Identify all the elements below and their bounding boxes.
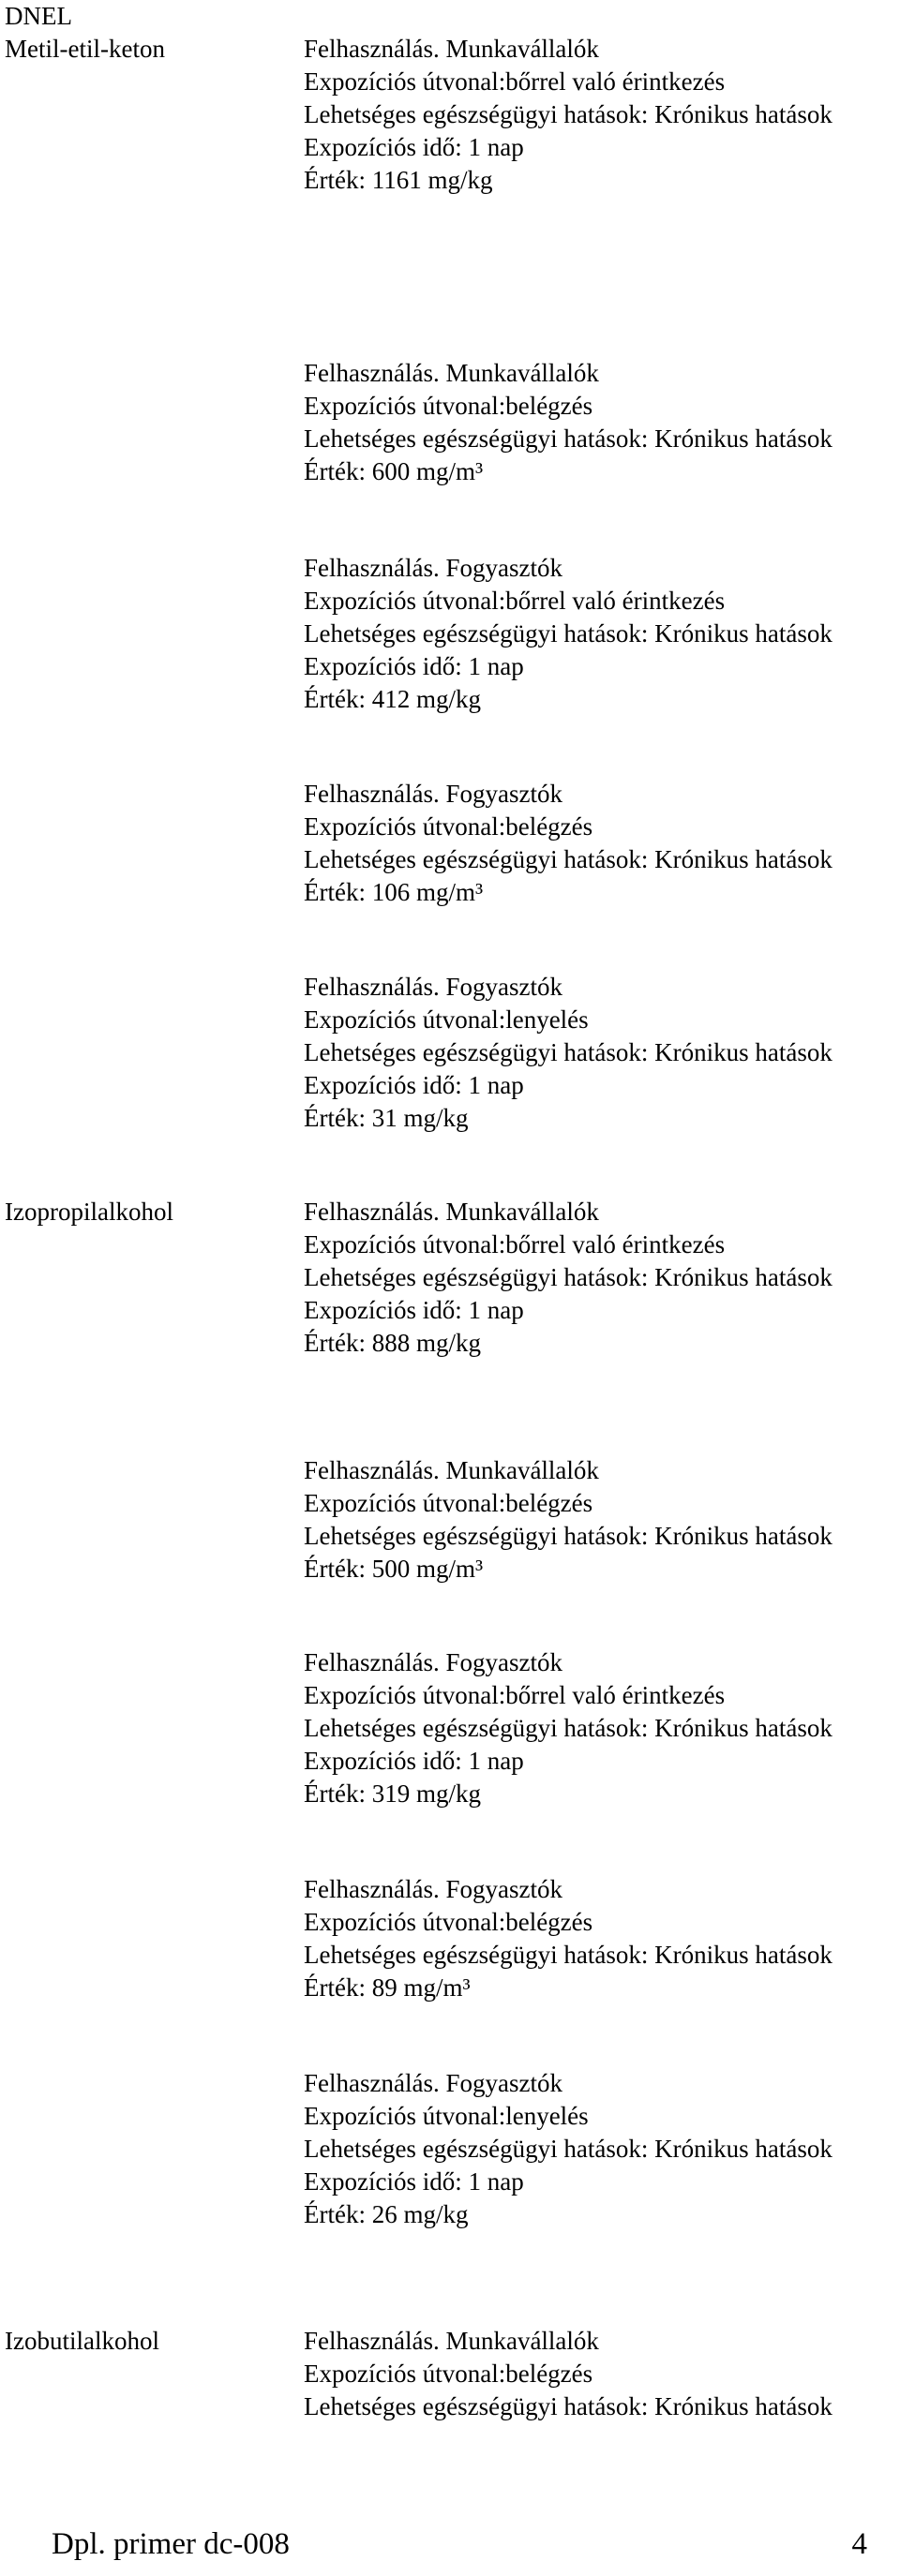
entry-route: Expozíciós útvonal:belégzés <box>304 2360 593 2388</box>
entry-effects: Lehetséges egészségügyi hatások: Krónikus hatások <box>304 1714 832 1742</box>
entry-effects: Lehetséges egészségügyi hatások: Krónikus hatások <box>304 2392 832 2420</box>
entry-use: Felhasználás. Fogyasztók <box>304 554 562 582</box>
entry-effects: Lehetséges egészségügyi hatások: Krónikus hatások <box>304 100 832 128</box>
entry-route: Expozíciós útvonal:bőrrel való érintkezés <box>304 1230 726 1258</box>
entry-value: Érték: 26 mg/kg <box>304 2200 469 2228</box>
entry-route: Expozíciós útvonal:belégzés <box>304 392 593 420</box>
dnel-entry <box>304 971 894 1135</box>
entry-time: Expozíciós idő: 1 nap <box>304 1071 524 1099</box>
entry-use: Felhasználás. Munkavállalók <box>304 35 599 63</box>
substance-label-ipa: Izopropilalkohol <box>5 1198 173 1226</box>
entry-value: Érték: 500 mg/m³ <box>304 1555 484 1583</box>
dnel-header <box>5 0 286 66</box>
entry-effects: Lehetséges egészségügyi hatások: Krónikus hatások <box>304 424 832 453</box>
dnel-entry <box>304 1646 894 1810</box>
entry-route: Expozíciós útvonal:belégzés <box>304 812 593 841</box>
entry-time: Expozíciós idő: 1 nap <box>304 1296 524 1324</box>
document-id: Dpl. primer dc-008 <box>52 2527 290 2561</box>
dnel-entry <box>304 357 894 488</box>
entry-value: Érték: 412 mg/kg <box>304 685 481 713</box>
entry-effects: Lehetséges egészségügyi hatások: Krónikus hatások <box>304 1941 832 1969</box>
substance-label-mek: Metil-etil-keton <box>5 35 165 63</box>
entry-time: Expozíciós idő: 1 nap <box>304 652 524 680</box>
entry-route: Expozíciós útvonal:belégzés <box>304 1908 593 1936</box>
entry-use: Felhasználás. Munkavállalók <box>304 2327 599 2355</box>
page-number: 4 <box>851 2527 867 2561</box>
dnel-entry <box>304 33 894 197</box>
entry-use: Felhasználás. Fogyasztók <box>304 1875 562 1903</box>
entry-value: Érték: 89 mg/m³ <box>304 1973 471 2002</box>
entry-route: Expozíciós útvonal:belégzés <box>304 1489 593 1517</box>
dnel-label: DNEL <box>5 2 72 30</box>
entry-value: Érték: 1161 mg/kg <box>304 166 493 194</box>
entry-effects: Lehetséges egészségügyi hatások: Krónikus hatások <box>304 1038 832 1066</box>
dnel-entry <box>304 778 894 909</box>
entry-time: Expozíciós idő: 1 nap <box>304 133 524 161</box>
page-footer <box>52 2525 867 2563</box>
entry-route: Expozíciós útvonal:bőrrel való érintkezés <box>304 1681 726 1709</box>
entry-route: Expozíciós útvonal:lenyelés <box>304 1005 589 1034</box>
dnel-entry <box>304 1873 894 2004</box>
entry-value: Érték: 319 mg/kg <box>304 1779 481 1808</box>
entry-route: Expozíciós útvonal:bőrrel való érintkezés <box>304 67 726 96</box>
entry-effects: Lehetséges egészségügyi hatások: Krónikus hatások <box>304 1522 832 1550</box>
entry-effects: Lehetséges egészségügyi hatások: Krónikus hatások <box>304 619 832 648</box>
entry-effects: Lehetséges egészségügyi hatások: Krónikus hatások <box>304 2135 832 2163</box>
entry-value: Érték: 888 mg/kg <box>304 1329 481 1357</box>
entry-use: Felhasználás. Fogyasztók <box>304 2069 562 2097</box>
dnel-entry <box>304 1196 894 1360</box>
entry-time: Expozíciós idő: 1 nap <box>304 2167 524 2196</box>
substance-label-iba: Izobutilalkohol <box>5 2327 159 2355</box>
entry-route: Expozíciós útvonal:lenyelés <box>304 2102 589 2130</box>
entry-value: Érték: 600 mg/m³ <box>304 457 484 485</box>
entry-use: Felhasználás. Munkavállalók <box>304 359 599 387</box>
entry-use: Felhasználás. Fogyasztók <box>304 1648 562 1676</box>
dnel-entry <box>304 2325 894 2423</box>
entry-value: Érték: 106 mg/m³ <box>304 878 484 906</box>
entry-time: Expozíciós idő: 1 nap <box>304 1747 524 1775</box>
entry-route: Expozíciós útvonal:bőrrel való érintkezés <box>304 587 726 615</box>
entry-use: Felhasználás. Fogyasztók <box>304 973 562 1001</box>
dnel-entry <box>304 552 894 716</box>
entry-value: Érték: 31 mg/kg <box>304 1104 469 1132</box>
entry-use: Felhasználás. Munkavállalók <box>304 1198 599 1226</box>
entry-use: Felhasználás. Munkavállalók <box>304 1456 599 1484</box>
dnel-entry <box>304 2067 894 2231</box>
entry-effects: Lehetséges egészségügyi hatások: Krónikus hatások <box>304 1263 832 1291</box>
entry-use: Felhasználás. Fogyasztók <box>304 780 562 808</box>
dnel-entry <box>304 1454 894 1586</box>
entry-effects: Lehetséges egészségügyi hatások: Krónikus hatások <box>304 845 832 873</box>
